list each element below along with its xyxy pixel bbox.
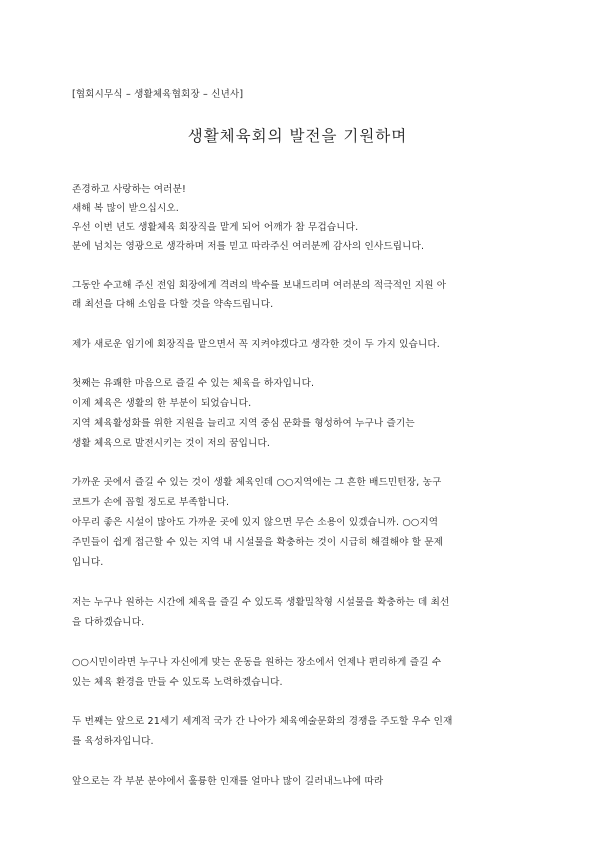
body-line: 코트가 손에 꼽힐 정도로 부족합니다. bbox=[72, 497, 230, 508]
body-line: 지역 체육활성화를 위한 지원을 늘리고 지역 중심 문화를 형성하여 누구나 즐기는 bbox=[72, 418, 415, 429]
body-line: 우선 이번 년도 생활체육 회장직을 맡게 되어 어깨가 참 무겁습니다. bbox=[72, 222, 359, 233]
body-line: 래 최선을 다해 소임을 다할 것을 약속드립니다. bbox=[72, 299, 274, 310]
body-line: 입니다. bbox=[72, 557, 104, 568]
body-line: 그동안 수고해 주신 전임 회장에게 격려의 박수를 보내드리며 여러분의 적극적인 지원 아 bbox=[72, 280, 447, 291]
body-line: 앞으로는 각 부분 분야에서 훌륭한 인재를 얼마나 많이 길러내느냐에 따라 bbox=[72, 776, 384, 787]
body-line: 두 번째는 앞으로 21세기 세계적 국가 간 나아가 체육예술문화의 경쟁을 주도할 우수 인재 bbox=[72, 716, 453, 727]
body-line: 새해 복 많이 받으십시오. bbox=[72, 203, 179, 214]
body-line: 제가 새로운 임기에 회장직을 맡으면서 꼭 지켜야겠다고 생각한 것이 두 가지 있습니다. bbox=[72, 339, 441, 350]
header-tag: [협회시무식 – 생활체육협회장 – 신년사] bbox=[72, 89, 244, 100]
document-title: 생활체육회의 발전을 기원하며 bbox=[187, 127, 408, 145]
body-line: 저는 누구나 원하는 시간에 체육을 즐길 수 있도록 생활밀착형 시설물을 확충하는 데 최선 bbox=[72, 597, 450, 608]
body-line: 주민들이 쉽게 접근할 수 있는 지역 내 시설물을 확충하는 것이 시급히 해결해야 할 문제 bbox=[72, 537, 444, 548]
body-line: 아무리 좋은 시설이 많아도 가까운 곳에 있지 않으면 무슨 소용이 있겠습니까. ○○지역 bbox=[72, 517, 439, 528]
body-line: 가까운 곳에서 즐길 수 있는 것이 생활 체육인데 ○○지역에는 그 흔한 배드민턴장, 농구 bbox=[72, 477, 442, 488]
body-line: 분에 넘치는 영광으로 생각하며 저를 믿고 따라주신 여러분께 감사의 인사드립니다. bbox=[72, 241, 425, 252]
body-line: 첫째는 유쾌한 마음으로 즐길 수 있는 체육을 하자입니다. bbox=[72, 378, 315, 389]
body-line: 존경하고 사랑하는 여러분! bbox=[72, 184, 186, 195]
body-line: 를 육성하자입니다. bbox=[72, 736, 154, 747]
body-line: 있는 체육 환경을 만들 수 있도록 노력하겠습니다. bbox=[72, 677, 283, 688]
body-line: ○○시민이라면 누구나 자신에게 맞는 운동을 원하는 장소에서 언제나 편리하게 즐길 수 bbox=[72, 657, 442, 668]
body-line: 이제 체육은 생활의 한 부분이 되었습니다. bbox=[72, 398, 252, 409]
body-line: 생활 체육으로 발전시키는 것이 저의 꿈입니다. bbox=[72, 438, 271, 449]
body-line: 을 다하겠습니다. bbox=[72, 617, 145, 628]
